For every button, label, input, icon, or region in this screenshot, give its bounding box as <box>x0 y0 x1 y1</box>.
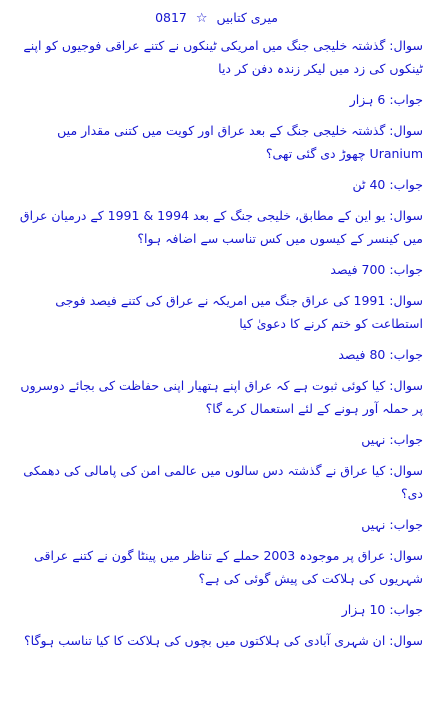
question-text: گذشتہ خلیجی جنگ کے بعد عراق اور کویت میں کتنی مقدار میں Uranium چھوڑ دی گئی تھی؟ <box>57 123 423 161</box>
separator: : <box>385 517 394 532</box>
answer-label: جواب <box>393 517 423 532</box>
question-label: سوال <box>393 208 423 223</box>
header-title: میری کتابیں <box>216 10 278 25</box>
qa-list <box>10 34 423 652</box>
separator: : <box>385 293 394 308</box>
question-label: سوال <box>393 463 423 478</box>
star-icon: ☆ <box>195 11 208 26</box>
separator: : <box>385 463 394 478</box>
answer-block <box>10 428 423 451</box>
answer-text: 700 فیصد <box>330 262 386 277</box>
separator: : <box>385 92 394 107</box>
question-block <box>10 544 423 590</box>
answer-text: 10 ہزار <box>341 602 386 617</box>
answer-label: جواب <box>393 92 423 107</box>
question-text: کیا عراق نے گذشتہ دس سالوں میں عالمی امن کی پامالی کی دھمکی دی؟ <box>23 463 423 501</box>
answer-block <box>10 513 423 536</box>
question-block <box>10 34 423 80</box>
question-block <box>10 629 423 652</box>
separator: : <box>385 633 394 648</box>
separator: : <box>385 602 394 617</box>
answer-label: جواب <box>393 262 423 277</box>
question-text: عراق پر موجودہ 2003 حملے کے تناظر میں پینٹا گون نے کتنے عراقی شہریوں کی ہلاکت کی پیش گوئی کی ہے؟ <box>34 548 423 586</box>
answer-block <box>10 598 423 621</box>
answer-label: جواب <box>393 347 423 362</box>
question-block <box>10 374 423 420</box>
separator: : <box>385 432 394 447</box>
separator: : <box>385 378 394 393</box>
answer-block <box>10 173 423 196</box>
question-block <box>10 289 423 335</box>
question-text: یو این کے مطابق، خلیجی جنگ کے بعد 1994 & 1991 کے درمیان عراق میں کینسر کے کیسوں میں کس تناسب سے اضافہ ہوا؟ <box>19 208 423 246</box>
header-number: 0817 <box>155 10 187 25</box>
question-label: سوال <box>393 633 423 648</box>
question-block <box>10 204 423 250</box>
question-label: سوال <box>393 548 423 563</box>
page-header <box>10 6 423 30</box>
answer-label: جواب <box>393 177 423 192</box>
question-label: سوال <box>393 293 423 308</box>
answer-text: 6 ہزار <box>349 92 386 107</box>
question-text: کیا کوئی ثبوت ہے کہ عراق اپنے ہتھیار اپنی حفاظت کی بجائے دوسروں پر حملہ آور ہونے کے لئے استعمال کرے گا؟ <box>20 378 423 416</box>
answer-text: نہیں <box>361 432 386 447</box>
separator: : <box>385 208 394 223</box>
question-label: سوال <box>393 123 423 138</box>
question-block <box>10 459 423 505</box>
question-block <box>10 119 423 165</box>
answer-text: 80 فیصد <box>338 347 386 362</box>
question-label: سوال <box>393 38 423 53</box>
answer-text: 40 ٹن <box>352 177 386 192</box>
separator: : <box>385 548 394 563</box>
question-text: ان شہری آبادی کی ہلاکتوں میں بچوں کی ہلاکت کا کیا تناسب ہوگا؟ <box>24 633 386 648</box>
separator: : <box>385 38 394 53</box>
answer-label: جواب <box>393 602 423 617</box>
answer-label: جواب <box>393 432 423 447</box>
answer-block <box>10 88 423 111</box>
separator: : <box>385 347 394 362</box>
answer-block <box>10 258 423 281</box>
question-label: سوال <box>393 378 423 393</box>
separator: : <box>385 123 394 138</box>
separator: : <box>385 262 394 277</box>
answer-block <box>10 343 423 366</box>
question-text: 1991 کی عراق جنگ میں امریکہ نے عراق کی کتنے فیصد فوجی استطاعت کو ختم کرنے کا دعویٰ کیا <box>55 293 423 331</box>
answer-text: نہیں <box>361 517 386 532</box>
question-text: گذشتہ خلیجی جنگ میں امریکی ٹینکوں نے کتنے عراقی فوجیوں کو اپنے ٹینکوں کی زد میں لیکر زندہ دفن کر دیا <box>23 38 423 76</box>
separator: : <box>385 177 394 192</box>
